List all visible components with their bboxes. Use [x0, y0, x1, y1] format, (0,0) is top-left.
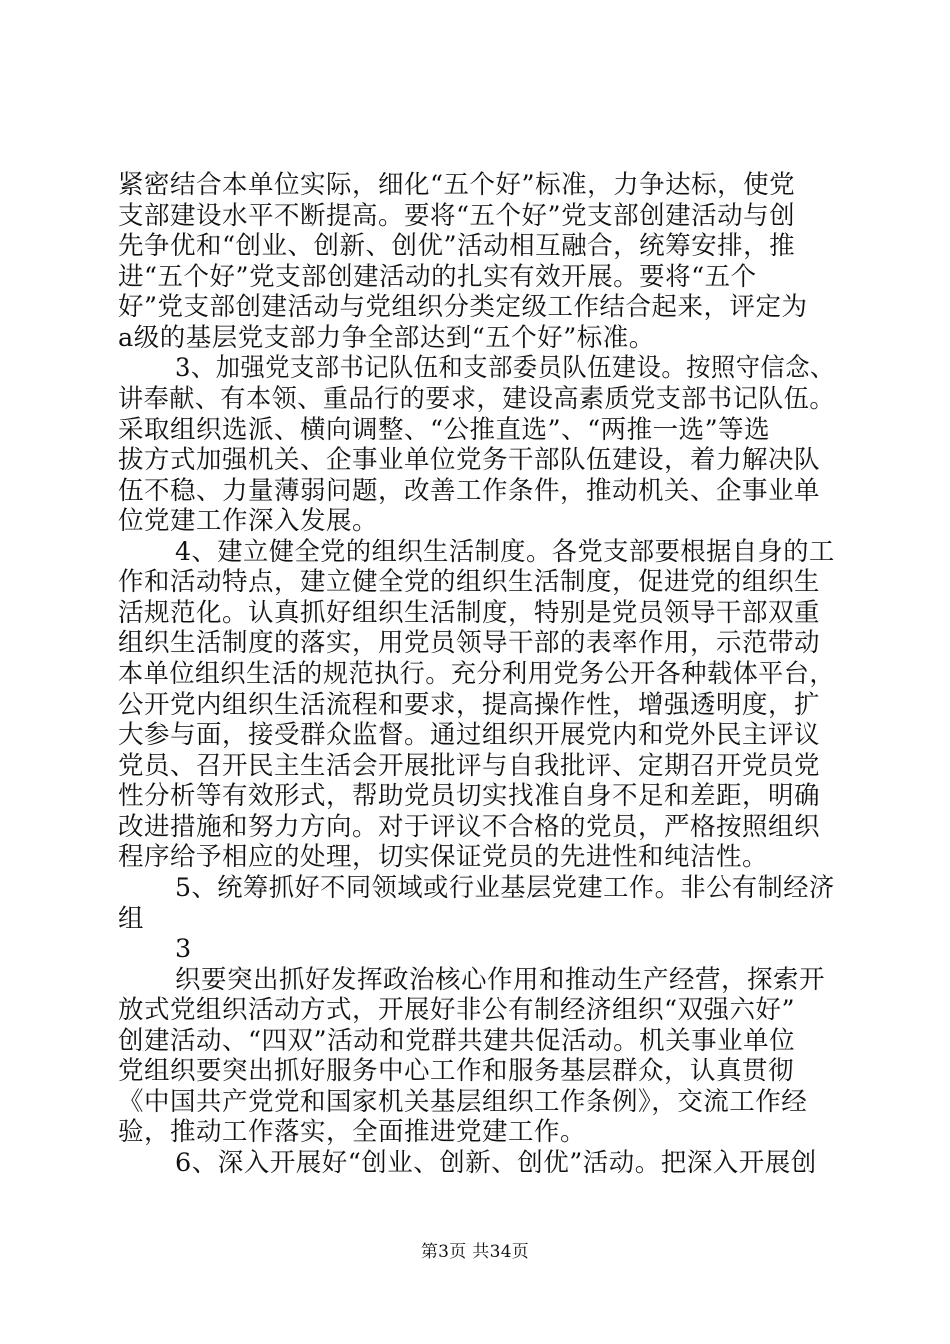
inline-page-number: 3: [175, 934, 192, 965]
paragraph-line: 拔方式加强机关、企事业单位党务干部队伍建设，着力解决队: [118, 445, 821, 476]
page-footer: 第3页 共34页: [420, 1242, 530, 1262]
paragraph-line: a级的基层党支部力争全部达到“五个好”标准。: [118, 322, 655, 353]
paragraph-line: 位党建工作深入发展。: [118, 506, 379, 537]
paragraph-line: 4、建立健全党的组织生活制度。各党支部要根据自身的工: [175, 536, 835, 567]
paragraph-line: 组织生活制度的落实，用党员领导干部的表率作用，示范带动: [118, 628, 821, 659]
paragraph-line: 验，推动工作落实，全面推进党建工作。: [118, 1117, 587, 1148]
paragraph-line: 本单位组织生活的规范执行。充分利用党务公开各种载体平台，: [118, 659, 836, 689]
paragraph-line: 进“五个好”党支部创建活动的扎实有效开展。要将“五个: [118, 261, 757, 292]
paragraph-line: 党组织要突出抓好服务中心工作和服务基层群众，认真贯彻: [118, 1056, 795, 1087]
paragraph-line: 好”党支部创建活动与党组织分类定级工作结合起来，评定为: [118, 292, 808, 323]
paragraph-line: 组: [118, 903, 145, 934]
paragraph-line: 3、加强党支部书记队伍和支部委员队伍建设。按照守信念、: [175, 353, 835, 384]
paragraph-line: 党员、召开民主生活会开展批评与自我批评、定期召开党员党: [118, 750, 821, 781]
paragraph-line: 公开党内组织生活流程和要求，提高操作性，增强透明度，扩: [118, 689, 821, 720]
paragraph-line: 创建活动、“四双”活动和党群共建共促活动。机关事业单位: [118, 1025, 796, 1056]
paragraph-line: 支部建设水平不断提高。要将“五个好”党支部创建活动与创: [118, 200, 796, 231]
paragraph-line: 伍不稳、力量薄弱问题，改善工作条件，推动机关、企事业单: [118, 475, 821, 506]
paragraph-line: 5、统筹抓好不同领域或行业基层党建工作。非公有制经济: [175, 872, 835, 903]
paragraph-line: 性分析等有效形式，帮助党员切实找准自身不足和差距，明确: [118, 781, 821, 812]
paragraph-line: 先争优和“创业、创新、创优”活动相互融合，统筹安排，推: [118, 231, 796, 262]
paragraph-line: 程序给予相应的处理，切实保证党员的先进性和纯洁性。: [118, 842, 769, 873]
paragraph-line: 紧密结合本单位实际，细化“五个好”标准，力争达标，使党: [118, 170, 796, 200]
paragraph-line: 改进措施和努力方向。对于评议不合格的党员，严格按照组织: [118, 811, 821, 842]
paragraph-line: 《中国共产党党和国家机关基层组织工作条例》，交流工作经: [118, 1086, 808, 1117]
paragraph-line: 织要突出抓好发挥政治核心作用和推动生产经营，探索开: [175, 964, 826, 995]
paragraph-line: 讲奉献、有本领、重品行的要求，建设高素质党支部书记队伍。: [118, 383, 836, 414]
paragraph-line: 作和活动特点，建立健全党的组织生活制度，促进党的组织生: [118, 567, 821, 598]
paragraph-line: 大参与面，接受群众监督。通过组织开展党内和党外民主评议: [118, 720, 821, 751]
paragraph-line: 活规范化。认真抓好组织生活制度，特别是党员领导干部双重: [118, 597, 821, 628]
paragraph-line: 放式党组织活动方式，开展好非公有制经济组织“双强六好”: [118, 995, 796, 1026]
paragraph-line: 采取组织选派、横向调整、“公推直选”、“两推一选”等选: [118, 414, 771, 445]
paragraph-line: 6、深入开展好“创业、创新、创优”活动。把深入开展创: [175, 1148, 817, 1178]
